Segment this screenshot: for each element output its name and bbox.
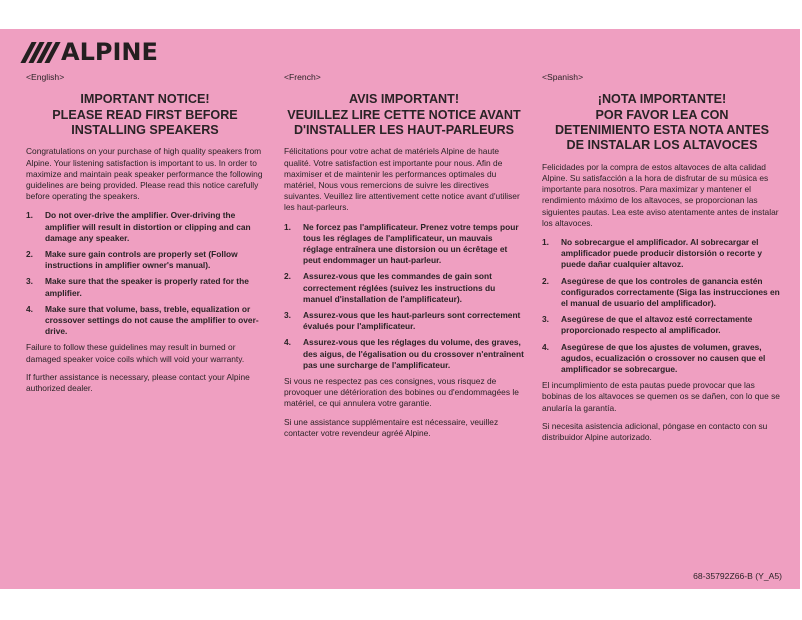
- list-item-text: Assurez-vous que les commandes de gain sont correctement réglées (suivez les instructions du manuel d'installation de l'amplificateur).: [303, 271, 496, 304]
- list-item-text: Make sure that volume, bass, treble, equalization or crossover settings do not cause the amplifier to over-drive.: [45, 303, 259, 337]
- heading-line: INSTALLING SPEAKERS: [71, 123, 219, 138]
- heading-line: DETENIMIENTO ESTA NOTA ANTES: [554, 123, 770, 138]
- list-item-text: Asegúrese de que el altavoz esté correctamente proporcionado respecto al amplificador.: [561, 314, 753, 336]
- list-item-text: Do not over-drive the amplifier. Over-driving the amplifier will result in distortion or clipping and can damage any speaker.: [45, 210, 251, 243]
- list-item-text: Make sure that the speaker is properly rated for the amplifier.: [45, 276, 249, 298]
- list-item-text: Ne forcez pas l'amplificateur. Prenez votre temps pour tous les réglages de l'amplificateur, un mauvais réglage entraînera une distorsion ou un écrêtage et peut endommager un haut-parleur.: [303, 221, 519, 266]
- list-item: 4. Asegúrese de que los ajustes de volumen, graves, agudos, ecualización o crossover no causen que el amplificador se sobrecargue.: [542, 342, 782, 376]
- language-tag: <English>: [26, 72, 65, 82]
- contact-paragraph: Si necesita asistencia adicional, póngase en contacto con su distribuidor Alpine autorizado.: [542, 420, 768, 443]
- spanish-column: [542, 72, 782, 450]
- list-item: 2. Make sure gain controls are properly set (Follow instructions in amplifier owner's manual).: [26, 249, 264, 271]
- alpine-logo: [26, 40, 158, 64]
- notice-sheet: [0, 29, 800, 589]
- list-item-text: Make sure gain controls are properly set (Follow instructions in amplifier owner's manual).: [45, 249, 238, 271]
- document-code: 68-35792Z66-B (Y_A5): [693, 571, 782, 581]
- logo-wordmark: ALPINE: [61, 38, 158, 66]
- notice-heading: [284, 92, 524, 138]
- english-column: [26, 72, 264, 401]
- heading-line: POR FAVOR LEA CON: [595, 107, 729, 122]
- list-item: 2. Asegúrese de que los controles de ganancia estén configurados correctamente (Siga las instrucciones en el manual de usuario del amplificador).: [542, 276, 782, 310]
- list-item: 2. Assurez-vous que les commandes de gain sont correctement réglées (suivez les instructions du manuel d'installation de l'amplificateur).: [284, 271, 524, 305]
- french-column: [284, 72, 524, 446]
- list-item: 3. Make sure that the speaker is properly rated for the amplifier.: [26, 276, 264, 298]
- language-tag: <French>: [284, 72, 321, 82]
- contact-paragraph: Si une assistance supplémentaire est nécessaire, veuillez contacter votre revendeur agréé Alpine.: [284, 416, 499, 438]
- list-item: 1. Ne forcez pas l'amplificateur. Prenez votre temps pour tous les réglages de l'amplificateur, un mauvais réglage entraînera une distorsion ou un écrêtage et peut endommager un haut-parleur.: [284, 222, 524, 267]
- guideline-list: [542, 237, 782, 375]
- warranty-paragraph: Si vous ne respectez pas ces consignes, vous risquez de provoquer une détérioration des bobines ou d'endommagées le matériel, ce qui annulera votre garantie.: [284, 376, 519, 409]
- contact-paragraph: If further assistance is necessary, please contact your Alpine authorized dealer.: [26, 371, 250, 394]
- list-item: 1. Do not over-drive the amplifier. Over-driving the amplifier will result in distortion or clipping and can damage any speaker.: [26, 210, 264, 244]
- list-item-text: Asegúrese de que los ajustes de volumen, graves, agudos, ecualización o crossover no causen que el amplificador se sobrecargue.: [561, 341, 766, 375]
- heading-line: VEUILLEZ LIRE CETTE NOTICE AVANT: [287, 107, 521, 122]
- heading-line: D'INSTALLER LES HAUT-PARLEURS: [293, 123, 515, 138]
- heading-line: DE INSTALAR LOS ALTAVOCES: [566, 138, 758, 153]
- list-item: 3. Asegúrese de que el altavoz esté correctamente proporcionado respecto al amplificador.: [542, 314, 782, 336]
- intro-paragraph: Congratulations on your purchase of high quality speakers from Alpine. Your listening satisfaction is important to us. In order to maximize and maintain peak speaker performance the following guidelines are being provided. Please read this notice carefully before operating the speakers.: [26, 146, 263, 202]
- list-item-text: Asegúrese de que los controles de ganancia estén configurados correctamente (Siga las instrucciones en el manual de usuario del amplificador).: [561, 275, 780, 309]
- guideline-list: [284, 222, 524, 371]
- warranty-paragraph: El incumplimiento de esta pautas puede provocar que las bobinas de los altavoces se quemen os se dañen, con lo que se anularía la garantía.: [542, 380, 780, 413]
- heading-line: IMPORTANT NOTICE!: [80, 92, 210, 107]
- intro-paragraph: Felicidades por la compra de estos altavoces de alta calidad Alpine. Su satisfacción a la hora de disfrutar de su música es importante para nosotros. Para maximizar y mantener el rendimiento máximo de los altavoces, se proporcionan las siguientes pautas. Lea este aviso atentamente antes de instalar los altavoces.: [542, 161, 779, 228]
- list-item-text: Assurez-vous que les réglages du volume, des graves, des aigus, de l'égalisation ou du crossover n'entraînent pas une surcharge de l'amplificateur.: [303, 337, 524, 370]
- list-item: 1. No sobrecargue el amplificador. Al sobrecargar el amplificador puede producir distorsión o recorte y puede dañar cualquier altavoz.: [542, 237, 782, 271]
- logo-slashes-icon: [26, 42, 55, 63]
- list-item: 4. Make sure that volume, bass, treble, equalization or crossover settings do not cause the amplifier to over-drive.: [26, 304, 264, 338]
- warranty-paragraph: Failure to follow these guidelines may result in burned or damaged speaker voice coils which will void your warranty.: [26, 342, 245, 364]
- intro-paragraph: Félicitations pour votre achat de matériels Alpine de haute qualité. Votre satisfaction est importante pour nous. Afin de maximiser et de maintenir les performances optimales du matériel, Nous vous remercions de suivre les directives suivantes. Veuillez lire attentivement cette notice avant d'utiliser les haut-parleurs.: [284, 146, 520, 213]
- heading-line: PLEASE READ FIRST BEFORE: [52, 107, 238, 122]
- notice-heading: [542, 92, 782, 154]
- list-item: 4. Assurez-vous que les réglages du volume, des graves, des aigus, de l'égalisation ou du crossover n'entraînent pas une surcharge de l'amplificateur.: [284, 337, 524, 370]
- list-item-text: No sobrecargue el amplificador. Al sobrecargar el amplificador puede producir distorsión o recorte y puede dañar cualquier altavoz.: [561, 237, 763, 270]
- list-item: 3. Assurez-vous que les haut-parleurs sont correctement évalués pour l'amplificateur.: [284, 310, 524, 332]
- guideline-list: [26, 210, 264, 337]
- heading-line: AVIS IMPORTANT!: [348, 92, 460, 107]
- list-item-text: Assurez-vous que les haut-parleurs sont correctement évalués pour l'amplificateur.: [303, 310, 521, 332]
- notice-heading: [26, 92, 264, 138]
- language-tag: <Spanish>: [542, 72, 584, 82]
- heading-line: ¡NOTA IMPORTANTE!: [597, 92, 727, 107]
